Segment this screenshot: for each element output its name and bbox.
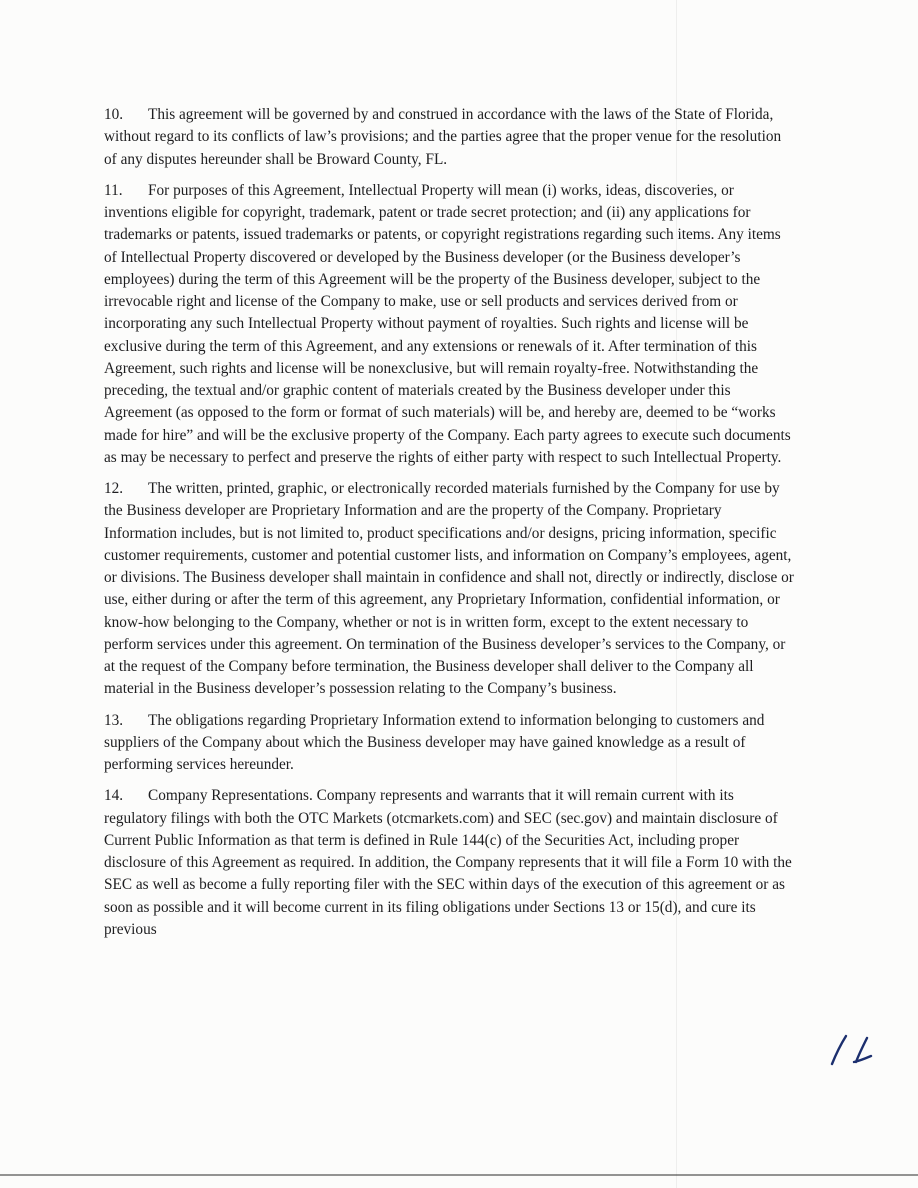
paragraph-10 — [104, 104, 796, 171]
paragraph-number: 14. — [104, 787, 124, 805]
paragraph-text: This agreement will be governed by and construed in accordance with the laws of the State of Florida, without regard to its conflicts of law’s provisions; and the parties agree that the proper venue for the resolution of any disputes hereunder shall be Broward County, FL. — [104, 106, 782, 168]
paragraph-number: 11. — [104, 181, 123, 199]
paragraph-12 — [104, 478, 796, 701]
paragraph-number: 12. — [104, 480, 124, 497]
paragraph-text: The written, printed, graphic, or electronically recorded materials furnished by the Company for use by the Business developer are Proprietary Information and are the property of the Company. Proprietary Information includes, but is not limited to, product specifications and/or designs, pricing information, specific customer requirements, customer and potential customer lists, and information on Company’s employees, agent, or divisions. The Business developer shall maintain in confidence and shall not, directly or indirectly, disclose or use, either during or after the term of this agreement, any Proprietary Information, confidential information, or know-how belonging to the Company, whether or not is in written form, except to the extent necessary to perform services under this agreement. On termination of the Business developer’s services to the Company, or at the request of the Company before termination, the Business developer shall deliver to the Company all material in the Business developer’s possession relating to the Company’s business. — [104, 480, 794, 698]
paragraph-14 — [104, 785, 796, 941]
handwritten-initials — [826, 1032, 876, 1068]
document-body — [104, 104, 796, 950]
paragraph-text: Company Representations. Company represents and warrants that it will remain current with its regulatory filings with both the OTC Markets (otcmarkets.com) and SEC (sec.gov) and maintain disclosure of Current Public Information as that term is defined in Rule 144(c) of the Securities Act, including proper disclosure of this Agreement as required. In addition, the Company represents that it will file a Form 10 with the SEC as well as become a fully reporting filer with the SEC within days of the execution of this agreement or as soon as possible and it will become current in its filing obligations under Sections 13 or 15(d), and cure its previous — [104, 787, 792, 938]
paragraph-11 — [104, 180, 796, 469]
paragraph-text: The obligations regarding Proprietary Information extend to information belonging to customers and suppliers of the Company about which the Business developer may have gained knowledge as a result of performing services hereunder. — [104, 711, 765, 773]
initial-stroke-left — [832, 1036, 846, 1064]
page-bottom-edge — [0, 1174, 918, 1176]
paragraph-13 — [104, 710, 796, 777]
paragraph-number: 13. — [104, 711, 124, 729]
initial-stroke-right — [854, 1038, 871, 1062]
paragraph-text: For purposes of this Agreement, Intellectual Property will mean (i) works, ideas, discoveries, or inventions eligible for copyright, trademark, patent or trade secret protection; and (ii) any applications for trademarks or patents, issued trademarks or patents, or copyright registrations regarding such items. Any items of Intellectual Property discovered or developed by the Business developer (or the Business developer’s employees) during the term of this Agreement will be the property of the Business developer, subject to the irrevocable right and license of the Company to make, use or sell products and services derived from or incorporating any such Intellectual Property without payment of royalties. Such rights and license will be exclusive during the term of this Agreement, and any extensions or renewals of it. After termination of this Agreement, such rights and license will be nonexclusive, but will remain royalty-free. Notwithstanding the preceding, the textual and/or graphic content of materials created by the Business developer under this Agreement (as opposed to the form or format of such materials) will be, and hereby are, deemed to be “works made for hire” and will be the exclusive property of the Company. Each party agrees to execute such documents as may be necessary to perfect and preserve the rights of either party with respect to such Intellectual Property. — [104, 181, 791, 466]
paragraph-number: 10. — [104, 106, 124, 123]
